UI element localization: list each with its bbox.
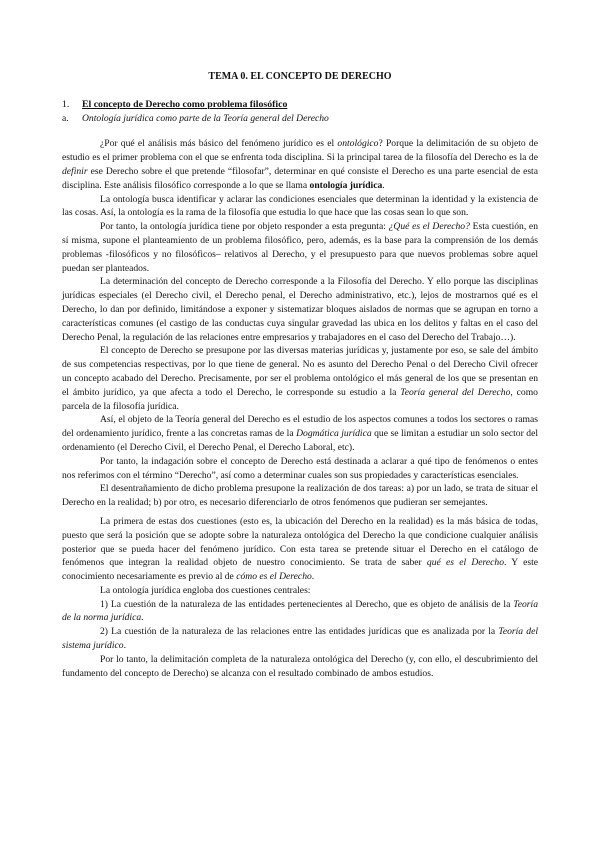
section-number: 1. [62, 98, 70, 110]
paragraph-10: La ontología jurídica engloba dos cuestiones centrales: [100, 584, 311, 596]
list-item-2: 2) La cuestión de la naturaleza de las relaciones entre las entidades jurídicas que es analizada por la Teoría del sistema jurídico. [62, 626, 539, 652]
subsection-title: Ontología jurídica como parte de la Teoría general del Derecho [82, 112, 329, 124]
list-item-1: 1) La cuestión de la naturaleza de las entidades pertenecientes al Derecho, que es objeto de análisis de la Teoría de la norma jurídica. [62, 598, 538, 624]
paragraph-13: Por lo tanto, la delimitación completa de la naturaleza ontológica del Derecho (y, con ello, el descubrimiento del fundamento del concepto de Derecho) se alcanza con el resultado combinado de ambos estudios. [62, 653, 538, 679]
subsection-number: a. [62, 112, 69, 124]
paragraph-6: Así, el objeto de la Teoría general del Derecho es el estudio de los aspectos comunes a todos los sectores o ramas del ordenamiento jurídico, frente a las concretas ramas de la Dogmática jurídica que se limitan a estudiar un solo sector del ordenamiento (el Derecho Civil, el Derecho Penal, el Derecho Laboral, etc). [62, 414, 538, 453]
paragraph-8: El desentrañamiento de dicho problema presupone la realización de dos tareas: a) por un lado, se trata de situar el Derecho en la realidad; b) por otro, es necesario diferenciarlo de otros fenómenos que pudieran ser semejantes. [62, 483, 538, 509]
paragraph-3: Por tanto, la ontología jurídica tiene por objeto responder a esta pregunta: ¿Qué es el Derecho? Esta cuestión, en sí misma, supone el planteamiento de un problema filosófico, pero, además, es la base para la comprensión de los demás problemas -filosóficos y no filosóficos– relativos al Derecho, y el presupuesto para que nuevos problemas sobre aquel puedan ser planteados. [62, 221, 538, 274]
subsection-heading [62, 112, 538, 126]
paragraph-2: La ontología busca identificar y aclarar las condiciones esenciales que determinan la identidad y la existencia de las cosas. Así, la ontología es la rama de la filosofía que estudia lo que hace que las cosas sean lo que son. [62, 193, 538, 219]
paragraph-9: La primera de estas dos cuestiones (esto es, la ubicación del Derecho en la realidad) es la más básica de todas, puesto que será la posición que se adopte sobre la naturaleza ontológica del Derecho la que condicione cualquier análisis posterior que se pueda hacer del fenómeno jurídico. Con esta tarea se pretende situar el Derecho en el catálogo de fenómenos que integran la realidad objeto de nuestro conocimiento. Se trata de saber qué es el Derecho. Y este conocimiento necesariamente es previo al de cómo es el Derecho. [62, 515, 539, 583]
paragraph-7: Por tanto, la indagación sobre el concepto de Derecho está destinada a aclarar a qué tipo de fenómenos o entes nos referimos con el término “Derecho”, así como a determinar cuales son sus propiedades y características esenciales. [62, 455, 538, 481]
paragraph-1: ¿Por qué el análisis más básico del fenómeno jurídico es el ontológico? Porque la delimitación de su objeto de estudio es el primer problema con el que se enfrenta toda disciplina. Si la principal tarea de la filosofía del Derecho es la de definir ese Derecho sobre el que pretende “filosofar”, determinar en qué consiste el Derecho es una parte esencial de esta disciplina. Este análisis filosófico corresponde a lo que se llama ontología jurídica. [62, 138, 538, 191]
section-title: El concepto de Derecho como problema filosófico [82, 98, 288, 110]
paragraph-5: El concepto de Derecho se presupone por las diversas materias jurídicas y, justamente por eso, se sale del ámbito de sus competencias respectivas, por lo que tiene de general. No es asunto del Derecho Penal o del Derecho Civil ofrecer un concepto acabado del Derecho. Precisamente, por ser el problema ontológico el más general de los que se presentan en el ámbito jurídico, ya que afecta a todo el Derecho, le corresponde su estudio a la Teoría general del Derecho, como parcela de la filosofía jurídica. [62, 345, 538, 412]
paragraph-4: La determinación del concepto de Derecho corresponde a la Filosofía del Derecho. Y ello porque las disciplinas jurídicas especiales (el Derecho civil, el Derecho penal, el Derecho administrativo, etc.), lejos de mostrarnos qué es el Derecho, lo dan por definido, limitándose a exponer y sistematizar bloques aislados de normas que se agrupan en torno a características comunes (el castigo de las conductas cuya singular gravedad las ubica en los delitos y faltas en el caso del Derecho Penal, la regulación de las relaciones entre empresarios y trabajadores en el caso del Derecho del Trabajo…). [62, 276, 538, 343]
section-heading [62, 98, 538, 112]
page-title: TEMA 0. EL CONCEPTO DE DERECHO [208, 71, 392, 82]
